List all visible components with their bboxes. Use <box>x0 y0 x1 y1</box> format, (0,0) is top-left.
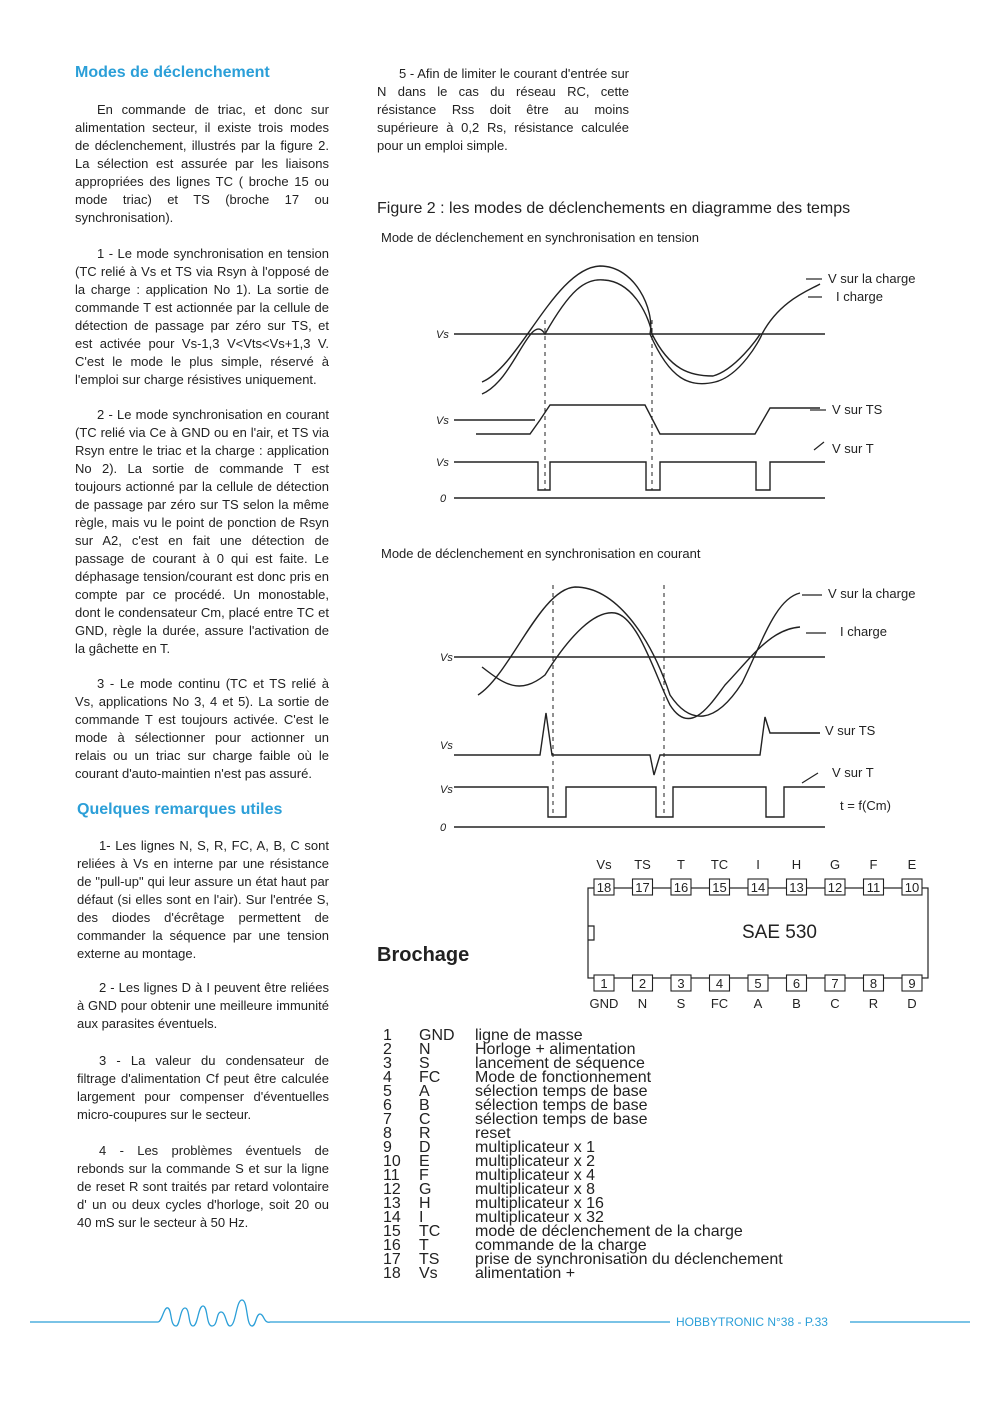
chip-pin-bottom-number: 7 <box>831 976 839 991</box>
label-v-ts-2: V sur TS <box>825 723 876 738</box>
chip-pin-top-name: E <box>907 857 917 872</box>
pin-table-row <box>383 1113 803 1127</box>
pin-symbol: D <box>419 1139 431 1156</box>
pin-number: 17 <box>383 1251 401 1268</box>
pin-number: 6 <box>383 1097 392 1114</box>
pin-table-row <box>383 1253 803 1267</box>
pin-description: multiplicateur x 4 <box>475 1167 596 1184</box>
chip-pin-top-number: 14 <box>750 880 766 895</box>
label-vs-3: Vs <box>436 457 449 469</box>
pin-symbol: TC <box>419 1223 441 1240</box>
chip-pin-bottom-number: 1 <box>600 976 608 991</box>
pin-number: 15 <box>383 1223 401 1240</box>
figure-caption-voltage: Mode de déclenchement en synchronisation en tension <box>381 230 699 245</box>
pin-symbol: R <box>419 1125 431 1142</box>
pin-symbol: Vs <box>419 1265 438 1282</box>
chip-pin-bottom-name: FC <box>710 996 729 1011</box>
pin-symbol: TS <box>419 1251 440 1268</box>
heading-modes: Modes de déclenchement <box>75 64 270 81</box>
chip-pin-top-name: F <box>869 857 878 872</box>
pin-symbol: S <box>419 1055 430 1072</box>
paragraph-mode-1: 1 - Le mode synchronisation en tension (TC relié à Vs et TS via Rsyn à l'opposé de la charge : application No 1). La sortie de commande T est actionnée par la cellule de détection de passage par zéro sur TS, et est activée pour Vs-1,3 V<Vts<Vs+1,3 V. C'est le mode le plus simple, réservé à l'emploi sur charge résistives uniquement. <box>75 246 329 387</box>
pin-number: 11 <box>383 1167 400 1184</box>
chip-pin-top-name: G <box>829 857 841 872</box>
label-i-charge-2: I charge <box>840 624 887 639</box>
pin-number: 4 <box>383 1069 392 1086</box>
chip-pin-bottom-name: C <box>830 996 840 1011</box>
footer-rule <box>30 1298 970 1338</box>
pin-number: 12 <box>383 1181 401 1198</box>
chip-pin-bottom-name: N <box>637 996 648 1011</box>
chip-pin-bottom-name: B <box>792 996 801 1011</box>
paragraph-remark-3: 3 - La valeur du condensateur de filtrage d'alimentation Cf peut être calculée largement pour compenser d'éventuelles micro-coupures sur le secteur. <box>77 1053 329 1122</box>
chip-pin-bottom-number: 2 <box>638 976 647 991</box>
chip-pin-bottom-name: R <box>868 996 879 1011</box>
label-vs-2: Vs <box>436 415 449 427</box>
label-i-charge: I charge <box>836 289 883 304</box>
pin-description: Mode de fonctionnement <box>475 1069 652 1086</box>
pin-symbol: H <box>419 1195 431 1212</box>
chip-pin-bottom-name: A <box>753 996 763 1011</box>
label-vs-1: Vs <box>436 329 449 341</box>
pin-number: 14 <box>383 1209 401 1226</box>
label-zero-2: 0 <box>440 822 447 834</box>
pin-symbol: FC <box>419 1069 441 1086</box>
chip-pin-bottom-name: GND <box>589 996 619 1011</box>
pin-symbol: T <box>419 1237 429 1254</box>
pin-number: 16 <box>383 1237 401 1254</box>
chip-pin-top-number: 11 <box>866 880 881 895</box>
paragraph-remark-5: 5 - Afin de limiter le courant d'entrée sur N dans le cas du réseau RC, cette résistance Rss doit être au moins supérieure à 0,2 Rs, résistance calculée pour un emploi simple. <box>377 66 629 153</box>
pin-number: 18 <box>383 1265 401 1282</box>
label-v-charge: V sur la charge <box>828 271 916 286</box>
chip-pin-top-number: 17 <box>635 880 650 895</box>
paragraph-remark-2: 2 - Les lignes D à I peuvent être reliées à GND pour obtenir une meilleure immunité aux parasites éventuels. <box>77 980 329 1031</box>
label-v-t: V sur T <box>832 441 874 456</box>
label-v-t-2: V sur T <box>832 765 874 780</box>
paragraph-intro: En commande de triac, et donc sur alimentation secteur, il existe trois modes de déclenchement, illustrés par la figure 2. La sélection est assurée par les liaisons appropriées des lignes TC ( broche 15 ou mode triac) et TS (broche 17 ou synchronisation). <box>75 102 329 225</box>
pin-description: alimentation + <box>475 1265 576 1282</box>
chip-pin-top-number: 13 <box>789 880 804 895</box>
label-t-fcm: t = f(Cm) <box>840 798 891 813</box>
label-v-charge-2: V sur la charge <box>828 586 916 601</box>
chip-pin-bottom-number: 6 <box>792 976 801 991</box>
chip-pin-top-name: I <box>756 857 760 872</box>
chip-pin-bottom-number: 5 <box>754 976 762 991</box>
label-vs-6: Vs <box>440 784 453 796</box>
pin-symbol: N <box>419 1041 431 1058</box>
chip-pin-top-name: H <box>791 857 802 872</box>
chip-pin-bottom-name: S <box>676 996 686 1011</box>
pin-description: prise de synchronisation du déclenchement <box>475 1251 783 1268</box>
pin-number: 8 <box>383 1125 392 1142</box>
label-v-ts: V sur TS <box>832 402 883 417</box>
brochage-title: Brochage <box>377 944 470 966</box>
label-vs-4: Vs <box>440 652 453 664</box>
chip-pin-top-number: 18 <box>596 880 612 895</box>
pin-number: 13 <box>383 1195 401 1212</box>
pin-description: lancement de séquence <box>475 1055 645 1072</box>
pin-number: 9 <box>383 1139 392 1156</box>
pin-symbol: F <box>419 1167 429 1184</box>
label-zero: 0 <box>440 493 447 505</box>
pin-description: multiplicateur x 1 <box>475 1139 596 1156</box>
chip-name: SAE 530 <box>742 922 817 943</box>
pin-number: 10 <box>383 1153 401 1170</box>
pin-description: sélection temps de base <box>475 1111 648 1128</box>
chip-pin-top-number: 12 <box>827 880 843 895</box>
pin-number: 1 <box>383 1027 392 1044</box>
pin-table <box>383 1029 803 1281</box>
paragraph-mode-3: 3 - Le mode continu (TC et TS relié à Vs, applications No 3, 4 et 5). La sortie de commande T est toujours activée. C'est le mode à sélectionner pour actionner un relais ou un triac sur charge faible où le courant d'auto-maintien n'est pas assuré. <box>75 676 329 781</box>
pin-symbol: C <box>419 1111 431 1128</box>
chip-pinout-diagram <box>580 852 940 1014</box>
paragraph-remark-4: 4 - Les problèmes éventuels de rebonds sur la commande S et sur la ligne de reset R sont traités par retard volontaire d' un ou deux cycles d'horloge, soit 20 ou 40 mS sur le secteur à 50 Hz. <box>77 1143 329 1230</box>
pin-symbol: E <box>419 1153 430 1170</box>
pin-description: sélection temps de base <box>475 1097 648 1114</box>
timing-diagram-current <box>370 565 950 840</box>
pin-description: mode de déclenchement de la charge <box>475 1223 743 1240</box>
paragraph-mode-2: 2 - Le mode synchronisation en courant (TC relié via Ce à GND ou en l'air, et TS via Rsyn entre le triac et la charge : application No 2). La sortie de commande T est toujours actionné par la cellule de détection de passage par zéro sur TS selon la même règle, mais vu le point de ponction de Rsyn sur A2, c'est en fait une détection de passage de courant à 0 qui est faite. Le déphasage tension/courant est donc pris en compte par ce procédé. Un monostable, dont le condensateur Cm, placé entre TC et GND, règle la durée, assure l'activation de la gâchette en T. <box>75 407 329 656</box>
chip-pin-top-name: TS <box>634 857 651 872</box>
pin-description: Horloge + alimentation <box>475 1041 636 1058</box>
pin-description: ligne de masse <box>475 1027 583 1044</box>
pin-description: reset <box>475 1125 511 1142</box>
figure-caption-current: Mode de déclenchement en synchronisation en courant <box>381 546 701 561</box>
pin-description: multiplicateur x 2 <box>475 1153 596 1170</box>
pin-description: multiplicateur x 8 <box>475 1181 596 1198</box>
pin-symbol: I <box>419 1209 424 1226</box>
figure-title: Figure 2 : les modes de déclenchements en diagramme des temps <box>377 200 851 217</box>
chip-pin-bottom-number: 9 <box>908 976 916 991</box>
pin-description: commande de la charge <box>475 1237 647 1254</box>
chip-pin-bottom-number: 4 <box>715 976 724 991</box>
footer-page-label: HOBBYTRONIC N°38 - P.33 <box>676 1315 828 1329</box>
pin-number: 3 <box>383 1055 392 1072</box>
paragraph-remark-1: 1- Les lignes N, S, R, FC, A, B, C sont reliées à Vs en interne par une résistance de "pull-up" qui leur assure un état haut par défaut (si elles sont en l'air). Sur l'entrée S, des diodes d'écrêtage permettent de commander la séquence par une tension externe au montage. <box>77 838 329 961</box>
chip-pin-top-number: 10 <box>904 880 920 895</box>
pin-description: multiplicateur x 16 <box>475 1195 604 1212</box>
chip-pin-top-number: 16 <box>673 880 689 895</box>
chip-pin-top-name: Vs <box>596 857 612 872</box>
pin-symbol: A <box>419 1083 430 1100</box>
pin-table-row <box>383 1267 803 1281</box>
pin-description: multiplicateur x 32 <box>475 1209 604 1226</box>
pin-description: sélection temps de base <box>475 1083 648 1100</box>
chip-pin-bottom-number: 3 <box>677 976 685 991</box>
pin-number: 2 <box>383 1041 392 1058</box>
chip-pin-top-name: T <box>677 857 685 872</box>
chip-pin-bottom-number: 8 <box>869 976 878 991</box>
chip-pin-top-number: 15 <box>712 880 727 895</box>
heading-remarques: Quelques remarques utiles <box>77 801 283 818</box>
pin-symbol: G <box>419 1181 432 1198</box>
pin-symbol: B <box>419 1097 430 1114</box>
pin-number: 5 <box>383 1083 392 1100</box>
pin-symbol: GND <box>419 1027 455 1044</box>
pin-number: 7 <box>383 1111 392 1128</box>
label-vs-5: Vs <box>440 740 453 752</box>
timing-diagram-voltage <box>370 250 950 520</box>
chip-pin-bottom-name: D <box>907 996 917 1011</box>
chip-pin-top-name: TC <box>710 857 729 872</box>
